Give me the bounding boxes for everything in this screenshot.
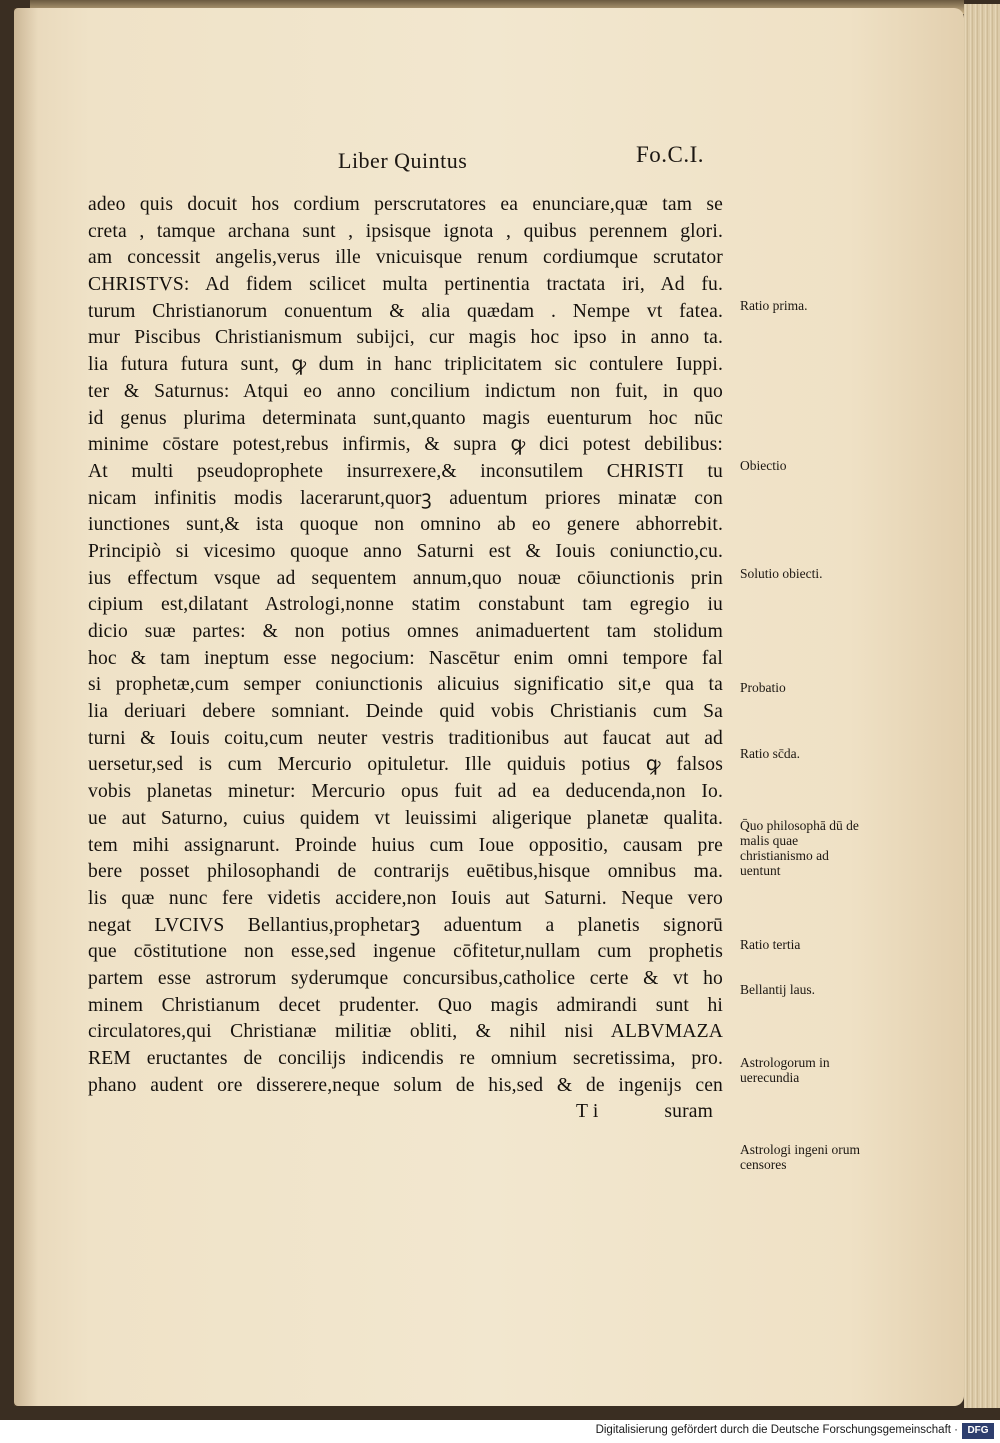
marginal-note: Ratio sc̄da. bbox=[740, 746, 800, 761]
dfg-logo: DFG bbox=[962, 1423, 994, 1439]
text-line: ue aut Saturno, cuius quidem vt leuissimi aligerique planetæ qualita. bbox=[88, 807, 723, 829]
marginal-note: Solutio obiecti. bbox=[740, 566, 823, 581]
folio-number: Fo.C.I. bbox=[636, 142, 705, 167]
text-line: que cōstitutione non esse,sed ingenue cōfitetur,nullam cum prophetis bbox=[88, 941, 723, 963]
marginal-note: Astrologi ingeni orum censores bbox=[740, 1142, 860, 1172]
text-line: circulatores,qui Christianæ militiæ obliti, & nihil nisi ALBVMAZA bbox=[88, 1021, 723, 1043]
page-stack-edge bbox=[964, 4, 1000, 1408]
text-line: lia deriuari debere somniant. Deinde quid vobis Christianis cum Sa bbox=[88, 701, 723, 723]
text-line: ius effectum vsque ad sequentem annum,quo nouæ cōiunctionis prin bbox=[88, 567, 723, 589]
text-line: dicio suæ partes: & non potius omnes animaduertent tam stolidum bbox=[88, 621, 723, 642]
text-line: am concessit angelis,verus ille vnicuisque renum cordiumque scrutator bbox=[88, 247, 723, 269]
text-line: si prophetæ,cum semper coniunctionis alicuius significatio sit,e qua ta bbox=[88, 674, 723, 696]
marginal-note: Probatio bbox=[740, 680, 786, 695]
text-line: Principiò si vicesimo quoque anno Saturni est & Iouis coniunctio,cu. bbox=[88, 540, 723, 562]
text-line: lia futura futura sunt, ꝙ dum in hanc triplicitatem sic contulere Iuppi. bbox=[88, 354, 723, 376]
text-line: CHRISTVS: Ad fidem scilicet multa pertinentia tractata iri, Ad fu. bbox=[88, 274, 723, 296]
text-line: mur Piscibus Christianismum subijci, cur magis hoc ipso in anno ta. bbox=[88, 327, 723, 349]
catchword-line bbox=[88, 1099, 723, 1126]
running-title: Liber Quintus bbox=[338, 148, 468, 173]
marginal-note: Ratio tertia bbox=[740, 937, 801, 952]
text-line: uersetur,sed is cum Mercurio opituletur. Ille quiduis potius ꝙ falsos bbox=[88, 754, 723, 776]
text-line: tem mihi assignarunt. Proinde huius cum Ioue oppositio, causam pre bbox=[88, 834, 723, 856]
text-line: turum Christianorum conuentum & alia quædam . Nempe vt fatea. bbox=[88, 300, 723, 322]
text-line: cipium est,dilatant Astrologi,nonne statim constabunt tam egregio iu bbox=[88, 594, 723, 616]
text-line: ter & Saturnus: Atqui eo anno concilium indictum non fuit, in quo bbox=[88, 380, 723, 402]
gutter-shadow bbox=[14, 8, 38, 1406]
text-line: minime cōstare potest,rebus infirmis, & supra ꝙ dici potest debilibus: bbox=[88, 434, 723, 456]
text-line: iunctiones sunt,& ista quoque non omnino ab eo genere abhorrebit. bbox=[88, 514, 723, 536]
marginal-note: Q̄uo philosophā dū de malis quae christianismo ad uentunt bbox=[740, 818, 859, 878]
text-line: phano audent ore disserere,neque solum de his,sed & de ingenijs cen bbox=[88, 1074, 723, 1096]
text-line: hoc & tam ineptum esse negocium: Nascētur enim omni tempore fal bbox=[88, 647, 723, 669]
text-line: turni & Iouis coitu,cum neuter vestris traditionibus aut faucat aut ad bbox=[88, 727, 723, 749]
catchword: suram bbox=[664, 1101, 713, 1123]
text-line: creta , tamque archana sunt , ipsisque ignota , quibus perennem glori. bbox=[88, 220, 723, 242]
text-line: negat LVCIVS Bellantius,prophetarꝫ aduentum a planetis signorū bbox=[88, 914, 723, 936]
text-line: partem esse astrorum syderumque concursibus,catholice certe & vt ho bbox=[88, 967, 723, 989]
text-line: id genus plurima determinata sunt,quanto magis euenturum hoc nūc bbox=[88, 407, 723, 429]
marginal-note: Bellantij laus. bbox=[740, 982, 815, 997]
main-text-block bbox=[88, 192, 723, 1126]
marginal-note: Ratio prima. bbox=[740, 298, 808, 313]
text-line: vobis planetas minetur: Mercurio opus fuit ad ea deducenda,non Io. bbox=[88, 781, 723, 803]
text-line: nicam infinitis modis lacerarunt,quorꝫ aduentum priores minatæ con bbox=[88, 487, 723, 509]
text-line: bere posset philosophandi de contrarijs euētibus,hisque omnibus ma. bbox=[88, 861, 723, 883]
signature-mark: T i bbox=[576, 1101, 599, 1123]
text-line: At multi pseudoprophete insurrexere,& inconsutilem CHRISTI tu bbox=[88, 460, 723, 482]
text-line: lis quæ nunc fere videtis accidere,non Iouis aut Saturni. Neque vero bbox=[88, 887, 723, 909]
funding-notice: Digitalisierung gefördert durch die Deutsche Forschungsgemeinschaft · bbox=[595, 1424, 958, 1436]
text-line: adeo quis docuit hos cordium perscrutatores ea enunciare,quæ tam se bbox=[88, 194, 723, 215]
text-line: minem Christianum decet prudenter. Quo magis admirandi sunt hi bbox=[88, 994, 723, 1016]
marginal-note: Astrologorum in uerecundia bbox=[740, 1055, 830, 1085]
marginal-note: Obiectio bbox=[740, 458, 787, 473]
text-line: REM eructantes de concilijs indicendis re omnium secretissima, pro. bbox=[88, 1048, 723, 1069]
footer-bar bbox=[0, 1420, 1000, 1443]
